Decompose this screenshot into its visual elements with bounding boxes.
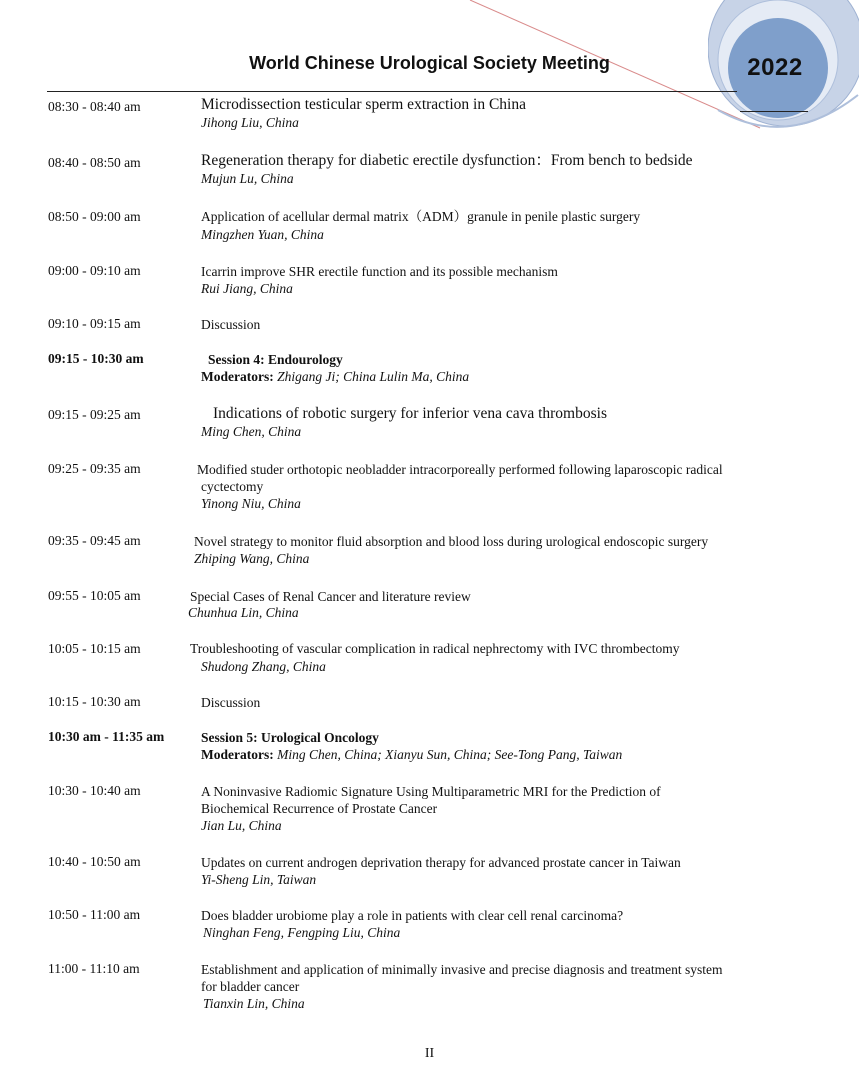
session-title: Session 4: Endourology [208, 352, 343, 367]
entry-speaker: Mingzhen Yuan, China [201, 227, 324, 242]
entry-time: 10:30 - 10:40 am [48, 783, 141, 798]
entry-time: 08:50 - 09:00 am [48, 209, 141, 224]
year-underline [740, 111, 808, 112]
entry-time: 09:35 - 09:45 am [48, 533, 141, 548]
entry-title-line1: Establishment and application of minimally invasive and precise diagnosis and treatment system [201, 962, 723, 977]
entry-speaker: Jian Lu, China [201, 818, 282, 833]
entry-title-line2: Biochemical Recurrence of Prostate Cancer [201, 801, 438, 816]
moderators-names: Zhigang Ji; China Lulin Ma, China [273, 369, 470, 384]
entry-title: Updates on current androgen deprivation therapy for advanced prostate cancer in Taiwan [201, 855, 681, 870]
entry-time: 10:05 - 10:15 am [48, 641, 141, 656]
entry-speaker: Ming Chen, China [201, 424, 302, 439]
entry-speaker: Zhiping Wang, China [194, 551, 310, 566]
entry-time: 09:15 - 09:25 am [48, 407, 141, 422]
entry-time: 10:30 am - 11:35 am [48, 729, 165, 744]
entry-time: 08:30 - 08:40 am [48, 99, 141, 114]
entry-speaker: Jihong Liu, China [201, 115, 299, 130]
entry-time: 11:00 - 11:10 am [48, 961, 140, 976]
entry-time: 10:50 - 11:00 am [48, 907, 141, 922]
session-title: Session 5: Urological Oncology [201, 730, 379, 745]
moderators-label: Moderators: [201, 369, 274, 384]
entry-time: 09:10 - 09:15 am [48, 316, 141, 331]
entry-time: 10:15 - 10:30 am [48, 694, 141, 709]
entry-title: Discussion [201, 317, 261, 332]
entry-title: Troubleshooting of vascular complication in radical nephrectomy with IVC thrombectomy [190, 641, 680, 656]
entry-time: 08:40 - 08:50 am [48, 155, 141, 170]
moderators-label: Moderators: [201, 747, 274, 762]
entry-speaker: Shudong Zhang, China [201, 659, 326, 674]
entry-title: Does bladder urobiome play a role in patients with clear cell renal carcinoma? [201, 908, 624, 923]
entry-title: Discussion [201, 695, 261, 710]
entry-speaker: Yi-Sheng Lin, Taiwan [201, 872, 317, 887]
entry-speaker: Ninghan Feng, Fengping Liu, China [203, 925, 401, 940]
entry-speaker: Rui Jiang, China [201, 281, 293, 296]
header-divider [47, 91, 737, 92]
entry-title-line2: for bladder cancer [201, 979, 300, 994]
entry-speaker: Yinong Niu, China [201, 496, 301, 511]
entry-title: Icarrin improve SHR erectile function and its possible mechanism [201, 264, 558, 279]
moderators-names: Ming Chen, China; Xianyu Sun, China; See-Tong Pang, Taiwan [273, 747, 623, 762]
entry-title: Regeneration therapy for diabetic erectile dysfunction：From bench to bedside [201, 152, 693, 169]
entry-title: Indications of robotic surgery for inferior vena cava thrombosis [213, 405, 607, 422]
session-moderators [201, 747, 622, 763]
entry-title: Special Cases of Renal Cancer and literature review [190, 589, 471, 604]
entry-time: 09:15 - 10:30 am [48, 351, 144, 366]
page-title: World Chinese Urological Society Meeting [249, 53, 610, 73]
header-year: 2022 [747, 54, 803, 81]
entry-time: 09:25 - 09:35 am [48, 461, 141, 476]
session-moderators [201, 369, 469, 385]
entry-time: 09:55 - 10:05 am [48, 588, 141, 603]
entry-title-line2: cyctectomy [201, 479, 264, 494]
entry-title-line1: Modified studer orthotopic neobladder intracorporeally performed following laparoscopic radical [197, 462, 723, 477]
entry-speaker: Tianxin Lin, China [203, 996, 305, 1011]
entry-title: Application of acellular dermal matrix（ADM）granule in penile plastic surgery [201, 209, 641, 224]
entry-speaker: Chunhua Lin, China [188, 605, 299, 620]
entry-speaker: Mujun Lu, China [201, 171, 294, 186]
entry-time: 10:40 - 10:50 am [48, 854, 141, 869]
page-number: II [424, 1046, 435, 1061]
entry-title: Novel strategy to monitor fluid absorption and blood loss during urological endoscopic surgery [194, 534, 709, 549]
entry-title: Microdissection testicular sperm extraction in China [201, 96, 526, 113]
entry-time: 09:00 - 09:10 am [48, 263, 141, 278]
entry-title-line1: A Noninvasive Radiomic Signature Using Multiparametric MRI for the Prediction of [201, 784, 661, 799]
